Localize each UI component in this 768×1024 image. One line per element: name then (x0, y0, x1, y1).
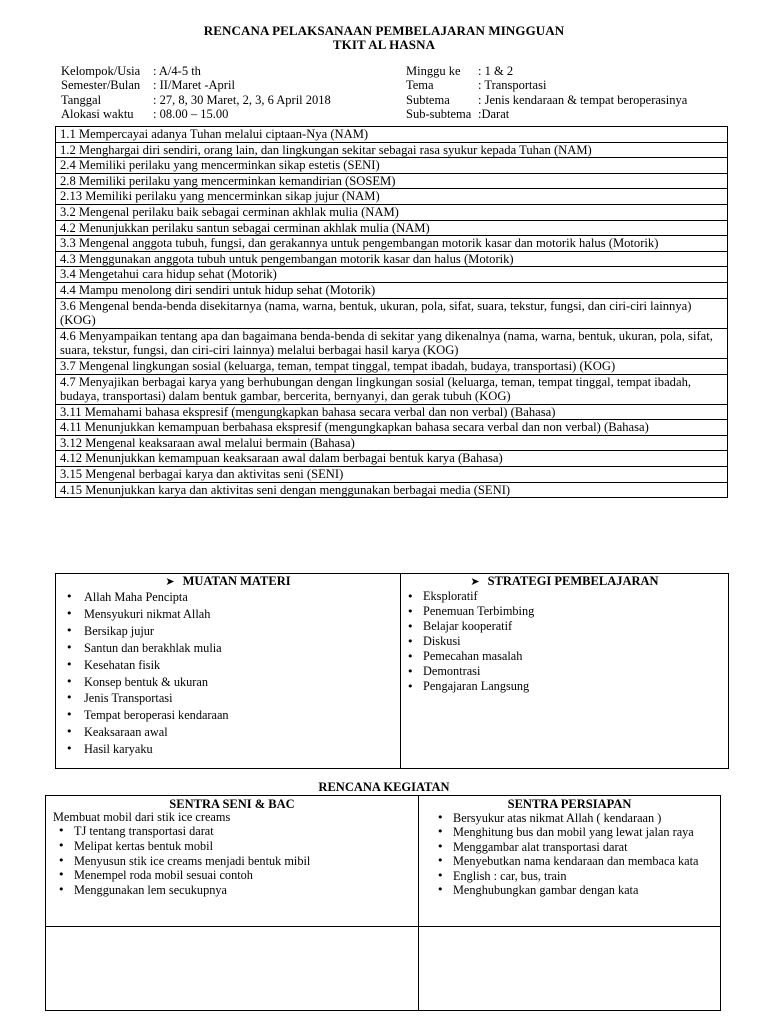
table-row (56, 220, 728, 236)
sentra-seni-heading: SENTRA SENI & BAC (169, 797, 295, 811)
sentra-persiapan-list (419, 811, 720, 897)
kd-cell: 2.13 Memiliki perilaku yang mencerminkan sikap jujur (NAM) (56, 189, 728, 205)
muatan-materi-column (56, 574, 401, 768)
kd-cell: 4.12 Menunjukkan kemampuan keaksaraan awal dalam berbagai bentuk karya (Bahasa) (56, 451, 728, 467)
list-item: • Pemecahan masalah (401, 649, 728, 664)
strategi-column (401, 574, 728, 768)
list-item: • Diskusi (401, 634, 728, 649)
table-row (56, 404, 728, 420)
meta-value: :Darat (478, 106, 510, 121)
sentra-seni-intro: Membuat mobil dari stik ice creams (53, 810, 231, 824)
kd-cell: 4.11 Menunjukkan kemampuan berbahasa ekspresif (mengungkapkan bahasa secara verbal dan non verbal) (Bahasa) (56, 420, 728, 436)
meta-label: Sub-subtema (406, 106, 472, 121)
kd-cell: 3.2 Mengenal perilaku baik sebagai cerminan akhlak mulia (NAM) (56, 204, 728, 220)
list-item: • Melipat kertas bentuk mobil (46, 839, 418, 854)
sentra-persiapan-column (419, 796, 720, 926)
meta-label: Alokasi waktu (61, 106, 134, 121)
kd-cell: 3.7 Mengenal lingkungan sosial (keluarga, teman, tempat tinggal, tempat ibadah, budaya, transportasi) (KOG) (56, 358, 728, 374)
list-item: • English : car, bus, train (419, 869, 720, 883)
table-row (56, 251, 728, 267)
sentra-persiapan-heading: SENTRA PERSIAPAN (507, 797, 632, 811)
meta-label: Kelompok/Usia (61, 64, 141, 78)
strategi-heading-text: STRATEGI PEMBELAJARAN (487, 574, 659, 588)
table-row (56, 435, 728, 451)
meta-left (61, 64, 331, 121)
meta-label: Tema (406, 78, 434, 93)
kd-cell: 3.6 Mengenal benda-benda disekitarnya (nama, warna, bentuk, ukuran, pola, sifat, suara, tekstur, fungsi, dan ciri-ciri lainnya) (KOG) (56, 298, 728, 328)
list-item: • Hasil karyaku (56, 741, 400, 758)
strategi-list (401, 589, 728, 694)
table-row (56, 142, 728, 158)
table-row (56, 482, 728, 498)
table-row (56, 173, 728, 189)
list-item: • Penemuan Terbimbing (401, 604, 728, 619)
kd-cell: 2.8 Memiliki perilaku yang mencerminkan kemandirian (SOSEM) (56, 173, 728, 189)
kd-cell: 1.1 Mempercayai adanya Tuhan melalui ciptaan-Nya (NAM) (56, 127, 728, 143)
kd-cell: 4.4 Mampu menolong diri sendiri untuk hidup sehat (Motorik) (56, 282, 728, 298)
kd-cell: 2.4 Memiliki perilaku yang mencerminkan sikap estetis (SENI) (56, 158, 728, 174)
meta-row (61, 107, 331, 121)
table-row (56, 298, 728, 328)
kd-cell: 4.2 Menunjukkan perilaku santun sebagai cerminan akhlak mulia (NAM) (56, 220, 728, 236)
table-row (56, 420, 728, 436)
meta-label: Semester/Bulan (61, 78, 141, 93)
empty-cell (46, 927, 419, 1010)
list-item: • Konsep bentuk & ukuran (56, 674, 400, 691)
arrowhead-bullet-icon: ➤ (470, 575, 480, 588)
rencana-kegiatan-title: RENCANA KEGIATAN (318, 780, 450, 794)
kd-cell: 4.15 Menunjukkan karya dan aktivitas seni dengan menggunakan berbagai media (SENI) (56, 482, 728, 498)
list-item: • Bersikap jujur (56, 623, 400, 640)
table-row (56, 358, 728, 374)
list-item: • Menghubungkan gambar dengan kata (419, 883, 720, 897)
table-row (56, 282, 728, 298)
meta-row (61, 93, 331, 107)
arrowhead-bullet-icon: ➤ (165, 575, 175, 588)
list-item: • TJ tentang transportasi darat (46, 824, 418, 839)
kegiatan-empty-row (46, 927, 720, 1010)
table-row (56, 467, 728, 483)
rencana-kegiatan-table (45, 795, 721, 1011)
list-item: • Menyebutkan nama kendaraan dan membaca kata (419, 854, 720, 868)
sentra-seni-column (46, 796, 419, 926)
list-item: • Kesehatan fisik (56, 657, 400, 674)
meta-row (406, 93, 687, 107)
list-item: • Jenis Transportasi (56, 690, 400, 707)
document-title: RENCANA PELAKSANAAN PEMBELAJARAN MINGGUAN (203, 23, 565, 38)
list-item: • Menghitung bus dan mobil yang lewat jalan raya (419, 825, 720, 839)
list-item: • Demontrasi (401, 664, 728, 679)
kd-cell: 3.4 Mengetahui cara hidup sehat (Motorik) (56, 267, 728, 283)
muatan-materi-heading (56, 574, 400, 589)
list-item: • Menggambar alat transportasi darat (419, 840, 720, 854)
list-item: • Santun dan berakhlak mulia (56, 640, 400, 657)
meta-row (61, 78, 331, 92)
kd-cell: 3.12 Mengenal keaksaraan awal melalui bermain (Bahasa) (56, 435, 728, 451)
table-row (56, 204, 728, 220)
kd-cell: 4.7 Menyajikan berbagai karya yang berhubungan dengan lingkungan sosial (keluarga, teman, tempat tinggal, tempat ibadah, budaya, transportasi) dalam bentuk gambar, bercerita, bernyanyi, dan gerak tubuh (KOG) (56, 374, 728, 404)
kegiatan-row (46, 796, 720, 927)
kd-cell: 3.15 Mengenal berbagai karya dan aktivitas seni (SENI) (56, 467, 728, 483)
meta-value: : 1 & 2 (478, 64, 514, 78)
muatan-materi-list (56, 589, 400, 758)
strategi-heading (401, 574, 728, 589)
meta-row (406, 78, 687, 92)
table-row (56, 328, 728, 358)
meta-label: Tanggal (61, 92, 102, 107)
meta-row (406, 64, 687, 78)
muatan-materi-heading-text: MUATAN MATERI (182, 574, 291, 588)
meta-value: : 27, 8, 30 Maret, 2, 3, 6 April 2018 (153, 92, 331, 107)
meta-label: Subtema (406, 92, 450, 107)
list-item: • Allah Maha Pencipta (56, 589, 400, 606)
table-row (56, 374, 728, 404)
kd-cell: 3.11 Memahami bahasa ekspresif (mengungkapkan bahasa secara verbal dan non verbal) (Bahasa) (56, 404, 728, 420)
list-item: • Tempat beroperasi kendaraan (56, 707, 400, 724)
empty-cell (419, 927, 720, 1010)
list-item: • Pengajaran Langsung (401, 679, 728, 694)
table-row (56, 127, 728, 143)
meta-row (406, 107, 687, 121)
table-row (56, 236, 728, 252)
list-item: • Menempel roda mobil sesuai contoh (46, 868, 418, 883)
meta-row (61, 64, 331, 78)
list-item: • Eksploratif (401, 589, 728, 604)
meta-label: Minggu ke (406, 64, 461, 78)
table-row (56, 267, 728, 283)
meta-value: : II/Maret -April (153, 78, 235, 93)
kd-cell: 4.3 Menggunakan anggota tubuh untuk pengembangan motorik kasar dan halus (Motorik) (56, 251, 728, 267)
list-item: • Belajar kooperatif (401, 619, 728, 634)
list-item: • Mensyukuri nikmat Allah (56, 606, 400, 623)
table-row (56, 451, 728, 467)
meta-right (406, 64, 687, 121)
sentra-seni-list (46, 824, 418, 898)
table-row (56, 158, 728, 174)
school-name: TKIT AL HASNA (332, 37, 436, 52)
list-item: • Menyusun stik ice creams menjadi bentuk mibil (46, 854, 418, 869)
meta-value: : 08.00 – 15.00 (153, 106, 229, 121)
materi-strategi-box (55, 573, 729, 769)
meta-value: : Transportasi (478, 78, 547, 93)
meta-value: : A/4-5 th (153, 64, 201, 78)
meta-value: : Jenis kendaraan & tempat beroperasinya (478, 92, 688, 107)
kd-cell: 4.6 Menyampaikan tentang apa dan bagaimana benda-benda di sekitar yang dikenalnya (nama, warna, bentuk, ukuran, pola, sifat, suara, tekstur, fungsi, dan ciri-ciri lainnya) melalui berbagai hasil karya (KOG) (56, 328, 728, 358)
list-item: • Bersyukur atas nikmat Allah ( kendaraan ) (419, 811, 720, 825)
kompetensi-dasar-table (55, 126, 728, 498)
table-row (56, 189, 728, 205)
list-item: • Menggunakan lem secukupnya (46, 883, 418, 898)
kd-cell: 3.3 Mengenal anggota tubuh, fungsi, dan gerakannya untuk pengembangan motorik kasar dan motorik halus (Motorik) (56, 236, 728, 252)
kd-cell: 1.2 Menghargai diri sendiri, orang lain, dan lingkungan sekitar sebagai rasa syukur kepada Tuhan (NAM) (56, 142, 728, 158)
list-item: • Keaksaraan awal (56, 724, 400, 741)
